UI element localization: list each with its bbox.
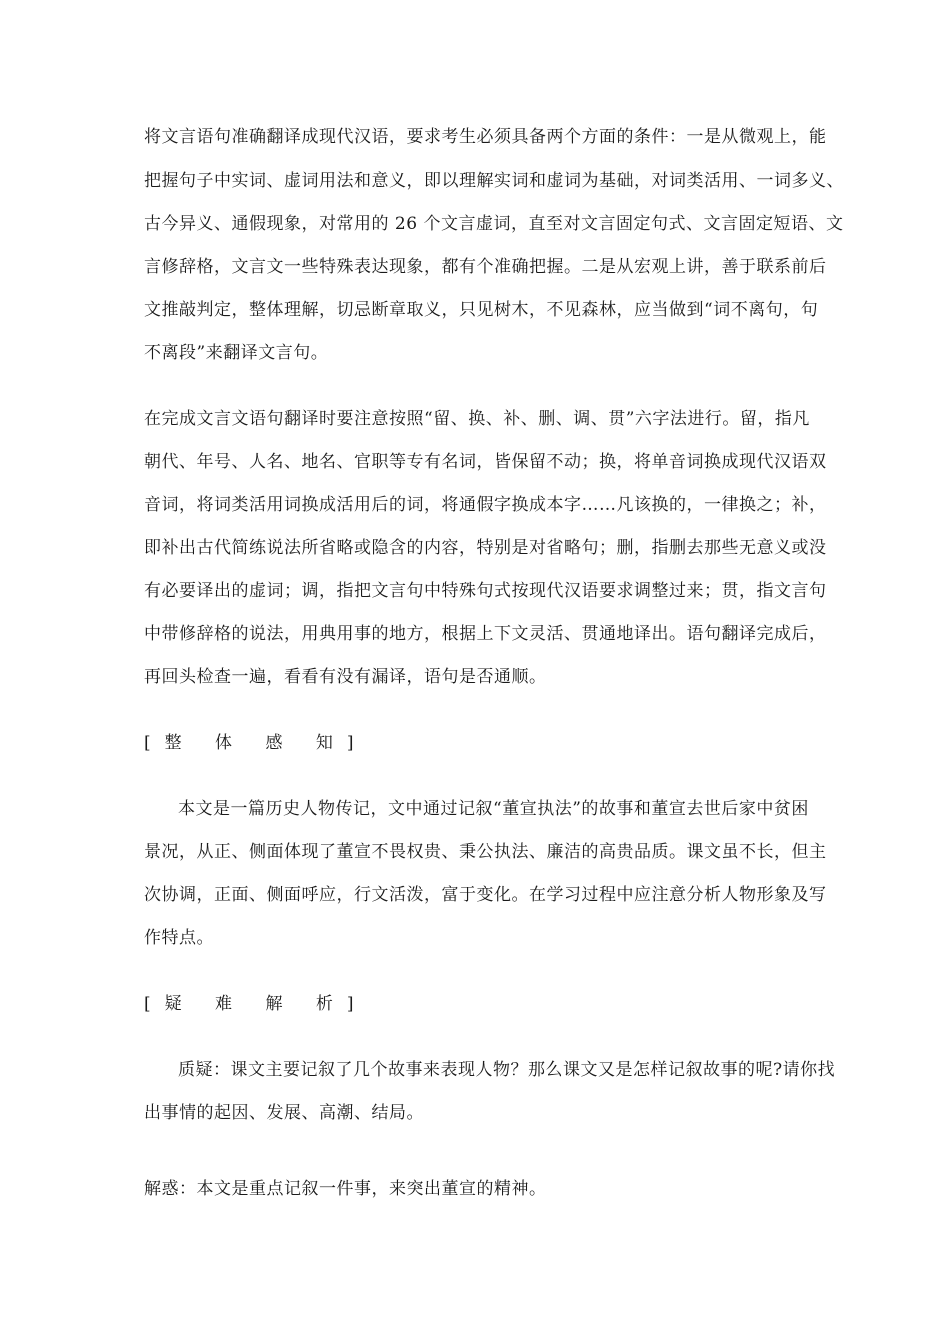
paragraph-5-line: 解惑：本文是重点记叙一件事，来突出董宣的精神。 <box>144 1179 547 1199</box>
paragraph-3-line: 景况，从正、侧面体现了董宣不畏权贵、秉公执法、廉洁的高贵品质。课文虽不长，但主 <box>144 842 827 862</box>
paragraph-1-line: 古今异义、通假现象，对常用的 26 个文言虚词，直至对文言固定句式、文言固定短语、文 <box>144 214 844 234</box>
paragraph-4-line: 质疑：课文主要记叙了几个故事来表现人物？那么课文又是怎样记叙故事的呢?请你找 <box>178 1060 836 1080</box>
paragraph-1-line: 言修辞格，文言文一些特殊表达现象，都有个准确把握。二是从宏观上讲，善于联系前后 <box>144 257 827 277</box>
paragraph-3-line: 本文是一篇历史人物传记，文中通过记叙“董宣执法”的故事和董宣去世后家中贫困 <box>178 799 809 819</box>
paragraph-2-line: 朝代、年号、人名、地名、官职等专有名词，皆保留不动；换，将单音词换成现代汉语双 <box>144 452 827 472</box>
paragraph-4-line: 出事情的起因、发展、高潮、结局。 <box>144 1103 424 1123</box>
paragraph-2-line: 再回头检查一遍，看看有没有漏译，语句是否通顺。 <box>144 667 547 687</box>
paragraph-3-line: 作特点。 <box>144 928 214 948</box>
paragraph-1-line: 文推敲判定，整体理解，切忌断章取义，只见树木，不见森林，应当做到“词不离句，句 <box>144 300 819 320</box>
paragraph-2-line: 音词，将词类活用词换成活用后的词，将通假字换成本字……凡该换的，一律换之；补， <box>144 495 827 515</box>
section-heading-analysis: [疑 难 解 析] <box>144 994 368 1014</box>
paragraph-1-line: 将文言语句准确翻译成现代汉语，要求考生必须具备两个方面的条件：一是从微观上，能 <box>144 127 827 147</box>
paragraph-2-line: 即补出古代简练说法所省略或隐含的内容，特别是对省略句；删，指删去那些无意义或没 <box>144 538 827 558</box>
paragraph-2-line: 在完成文言文语句翻译时要注意按照“留、换、补、删、调、贯”六字法进行。留，指凡 <box>144 409 810 429</box>
paragraph-3-line: 次协调，正面、侧面呼应，行文活泼，富于变化。在学习过程中应注意分析人物形象及写 <box>144 885 827 905</box>
paragraph-1-line: 不离段”来翻译文言句。 <box>144 343 329 363</box>
paragraph-1-line: 把握句子中实词、虚词用法和意义，即以理解实词和虚词为基础，对词类活用、一词多义、 <box>144 171 844 191</box>
section-heading-overview: [整 体 感 知] <box>144 733 368 753</box>
paragraph-2-line: 有必要译出的虚词；调，指把文言句中特殊句式按现代汉语要求调整过来；贯，指文言句 <box>144 581 827 601</box>
paragraph-2-line: 中带修辞格的说法，用典用事的地方，根据上下文灵活、贯通地译出。语句翻译完成后， <box>144 624 827 644</box>
